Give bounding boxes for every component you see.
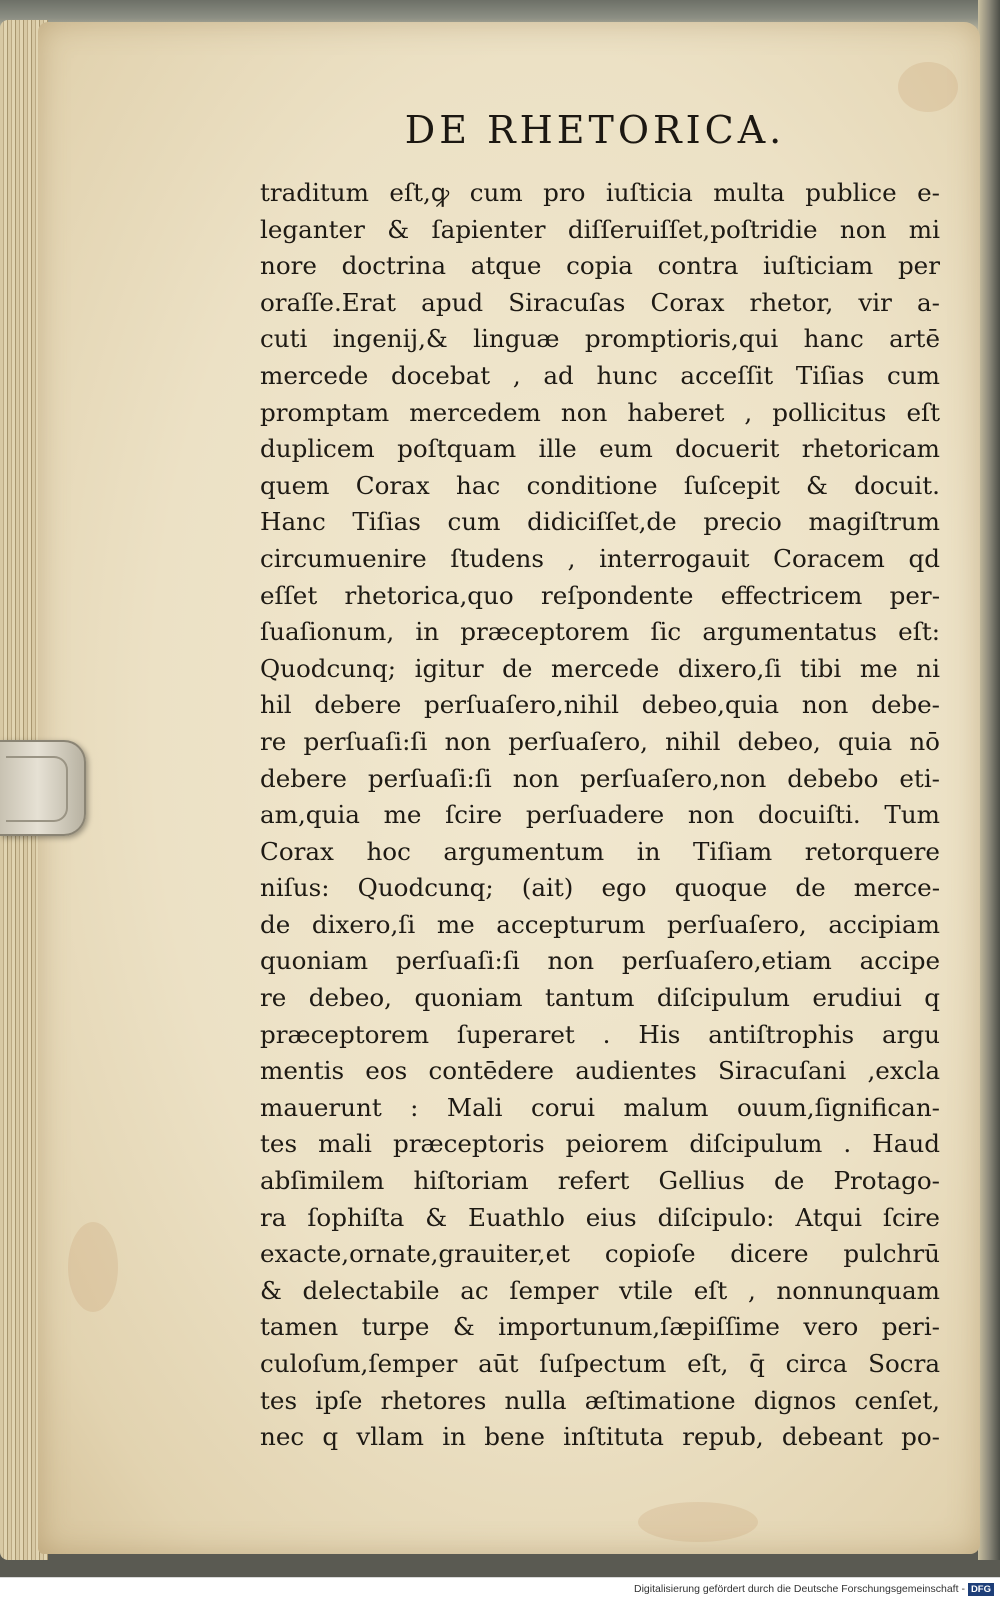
text-line: promptam mercedem non haberet , pollicitus eſt [260, 397, 940, 427]
dfg-logo-badge: DFG [968, 1583, 994, 1596]
text-line: eſſet rhetorica,quo reſpondente effectricem per- [260, 580, 940, 610]
text-line: nore doctrina atque copia contra iuſticiam per [260, 251, 940, 281]
text-line: nec q vllam in bene inſtituta repub, debeant po- [260, 1422, 940, 1452]
text-line: mercede docebat , ad hunc acceſſit Tiſias cum [260, 360, 940, 390]
text-line: Corax hoc argumentum in Tiſiam retorquere [260, 836, 940, 866]
text-line: re perſuaſi:ſi non perſuaſero, nihil debeo, quia nō [260, 726, 940, 756]
body-text [260, 175, 940, 1456]
text-line: am,quia me ſcire perſuadere non docuiſti. Tum [260, 800, 940, 830]
text-line: duplicem poſtquam ille eum docuerit rhetoricam [260, 434, 940, 464]
text-line: re debeo, quoniam tantum diſcipulum erudiui q [260, 983, 940, 1013]
text-line: quoniam perſuaſi:ſi non perſuaſero,etiam accipe [260, 946, 940, 976]
text-line: quem Corax hac conditione ſuſcepit & docuit. [260, 470, 940, 500]
text-line: tamen turpe & importunum,ſæpiſſime vero peri- [260, 1312, 940, 1342]
text-line: Quodcunq; igitur de mercede dixero,ſi tibi me ni [260, 653, 940, 683]
text-line: debere perſuaſi:ſi non perſuaſero,non debebo eti- [260, 763, 940, 793]
text-line: ſuaſionum, in præceptorem ſic argumentatus eſt: [260, 617, 940, 647]
text-line: exacte,ornate,grauiter,et copioſe dicere pulchrū [260, 1239, 940, 1269]
digitization-footer [0, 1577, 1000, 1600]
paper-stain [638, 1502, 758, 1542]
text-line: & delectabile ac ſemper vtile eſt , nonnunquam [260, 1275, 940, 1305]
running-header: DE RHETORICA. [404, 108, 786, 152]
paper-stain [898, 62, 958, 112]
text-line: abſimilem hiſtoriam refert Gellius de Protago- [260, 1166, 940, 1196]
text-line: ra ſophiſta & Euathlo eius diſcipulo: Atqui ſcire [260, 1202, 940, 1232]
text-line: cuti ingenij,& linguæ promptioris,qui hanc artē [260, 324, 940, 354]
text-line: mentis eos contēdere audientes Siracuſani ,excla [260, 1056, 940, 1086]
book-clasp [0, 740, 86, 836]
footer-credit: Digitalisierung gefördert durch die Deutsche Forschungsgemeinschaft - [634, 1583, 965, 1595]
text-line: tes mali præceptoris peiorem diſcipulum . Haud [260, 1129, 940, 1159]
text-line: præceptorem ſuperaret . His antiſtrophis argu [260, 1019, 940, 1049]
text-line: leganter & ſapienter diſſeruiſſet,poſtridie non mi [260, 214, 940, 244]
text-line: tes ipſe rhetores nulla æſtimatione dignos cenſet, [260, 1385, 940, 1415]
text-line: culoſum,ſemper aūt ſuſpectum eſt, q̄ circa Socra [260, 1349, 940, 1378]
text-line: de dixero,ſi me accepturum perſuaſero, accipiam [260, 909, 940, 939]
text-line: hil debere perſuaſero,nihil debeo,quia non debe- [260, 690, 940, 720]
text-line: niſus: Quodcunq; (ait) ego quoque de merce- [260, 873, 940, 903]
text-line: mauerunt : Mali corui malum ouum,ſignifican- [260, 1092, 940, 1122]
book-clasp-inner [6, 756, 68, 822]
text-line: Hanc Tiſias cum didiciſſet,de precio magiſtrum [260, 507, 940, 537]
text-line: circumuenire ſtudens , interrogauit Coracem qd [260, 543, 940, 573]
text-line: oraſſe.Erat apud Siracuſas Corax rhetor, vir a- [260, 287, 940, 317]
paper-stain [68, 1222, 118, 1312]
text-line: traditum eſt,ꝙ cum pro iuſticia multa publice e- [260, 178, 940, 207]
book-cover-right [978, 0, 1000, 1560]
